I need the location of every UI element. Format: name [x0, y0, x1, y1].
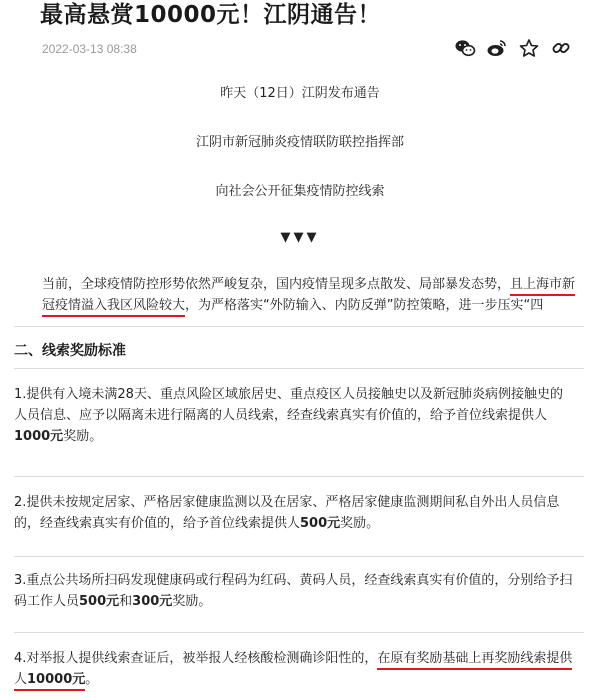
- down-arrows-icon: ▼▼▼: [280, 230, 320, 245]
- intro-line-3: 向社会公开征集疫情防控线索: [215, 184, 385, 199]
- star-icon[interactable]: [518, 38, 540, 58]
- item-1-tail: 奖励。: [63, 429, 103, 444]
- reward-item-2: [14, 492, 574, 534]
- section-heading: 二、线索奖励标准: [14, 343, 126, 359]
- lead-text-2: ，为严格落实“外防输入、内防反弹”防控策略，进一步压实“四: [185, 298, 544, 313]
- item-4-highlight-1: 在原有奖励基础上再奖励线: [377, 651, 533, 670]
- share-bar: [454, 38, 572, 58]
- lead-highlight-2: 新冠疫情溢入我区风险较大: [42, 277, 575, 317]
- link-icon[interactable]: [550, 38, 572, 58]
- item-1-amount: 1000元: [14, 429, 64, 444]
- article-title: 最高悬赏10000元！江阴通告！: [40, 2, 382, 28]
- intro-line-2: 江阴市新冠肺炎疫情联防联控指挥部: [195, 135, 404, 150]
- publish-date: 2022-03-13 08:38: [42, 42, 137, 56]
- reward-item-1: [14, 384, 574, 447]
- wechat-icon[interactable]: [454, 38, 476, 58]
- intro-line-1: 昨天（12日）江阴发布通告: [220, 86, 380, 101]
- item-2-text: 2.提供未按规定居家、严格居家健康监测以及在居家、严格居家健康监测期间私自外出人员信息的，经查线索真实有价值的，给予首位线索提供人: [14, 495, 560, 531]
- item-2-tail: 奖励。: [340, 516, 380, 531]
- item-4-amount: 10000元: [27, 672, 86, 687]
- item-3-text: 3.重点公共场所扫码发现健康码或行程码为红码、黄码人员，经查线索真实有价值的，分别给予扫码工作人员: [14, 573, 573, 609]
- item-4-highlight-2-text: 索提供人: [14, 651, 573, 687]
- weibo-icon[interactable]: [486, 38, 508, 58]
- item-3-amount-1: 500元: [79, 594, 120, 609]
- item-4-text: 4.对举报人提供线索查证后，被举报人经核酸检测确诊阳性的，: [14, 651, 378, 666]
- item-1-text: 1.提供有入境未满28天、重点风险区域旅居史、重点疫区人员接触史以及新冠肺炎病例接触史的人员信息、应予以隔离未进行隔离的人员线索，经查线索真实有价值的，给予首位线索提供人: [14, 387, 563, 423]
- divider: [14, 368, 584, 369]
- divider: [14, 326, 584, 327]
- item-3-tail: 奖励。: [172, 594, 212, 609]
- reward-item-4: [14, 648, 574, 690]
- item-3-mid: 和: [119, 594, 133, 609]
- lead-text-1: 当前，全球疫情防控形势依然严峻复杂，国内疫情呈现多点散发、局部暴发态势，: [42, 277, 511, 292]
- divider: [14, 556, 584, 557]
- divider: [14, 476, 584, 477]
- item-3-amount-2: 300元: [132, 594, 173, 609]
- item-2-amount: 500元: [300, 516, 341, 531]
- reward-item-3: [14, 570, 574, 612]
- lead-paragraph: [42, 274, 578, 316]
- divider: [14, 632, 584, 633]
- item-4-tail: 。: [85, 672, 99, 687]
- lead-highlight-1: 且上海市: [510, 277, 562, 296]
